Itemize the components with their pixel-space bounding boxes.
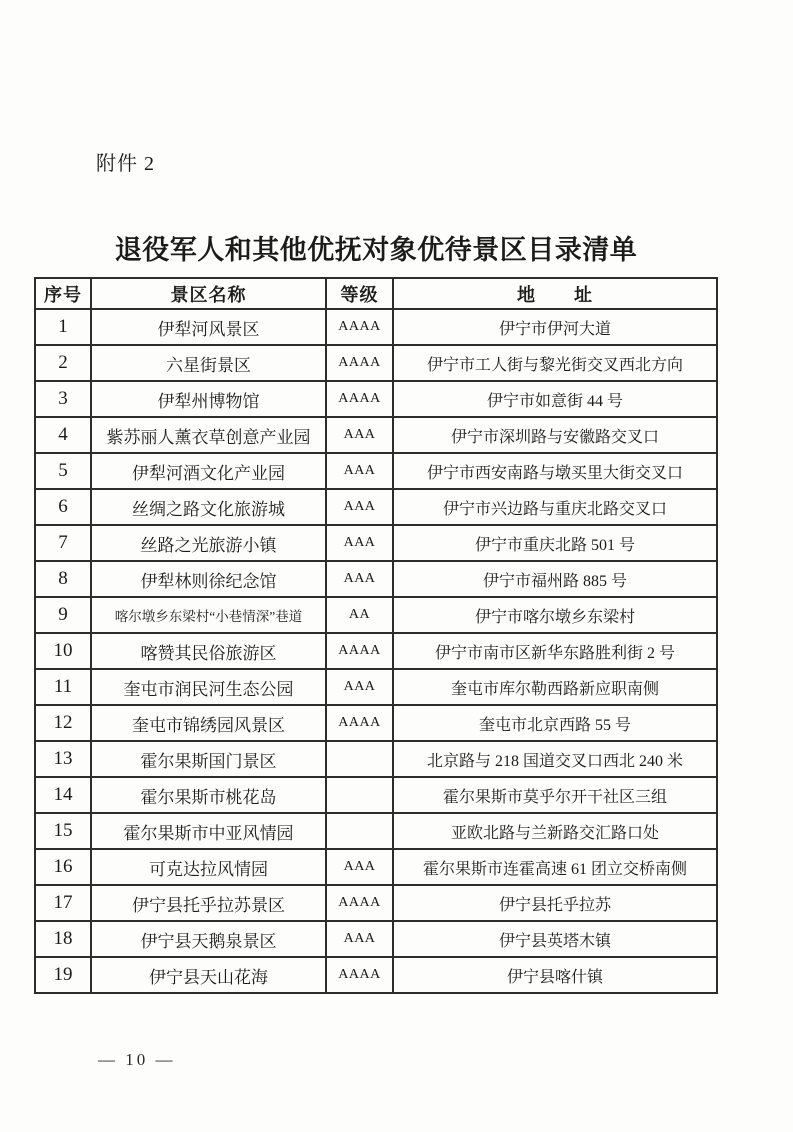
serial-number-cell: 3 [35, 381, 91, 417]
attachment-label: 附件 2 [96, 153, 155, 175]
serial-number-cell: 5 [35, 453, 91, 489]
grade-cell: AAAA [326, 957, 393, 993]
scenic-area-name-cell: 可克达拉风情园 [91, 849, 326, 885]
header-scenic-area-name: 景区名称 [91, 278, 326, 309]
table-row [35, 561, 717, 597]
document-title: 退役军人和其他优抚对象优待景区目录清单 [114, 235, 638, 265]
grade-cell: AAA [326, 561, 393, 597]
address-cell: 伊宁市伊河大道 [393, 309, 717, 345]
scenic-area-name-cell: 霍尔果斯国门景区 [91, 741, 326, 777]
grade-cell: AAA [326, 849, 393, 885]
grade-cell: AA [326, 597, 393, 633]
address-cell: 伊宁市如意街 44 号 [393, 381, 717, 417]
scenic-area-name-cell: 丝绸之路文化旅游城 [91, 489, 326, 525]
serial-number-cell: 11 [35, 669, 91, 705]
page-number: — 10 — [98, 1050, 176, 1069]
serial-number-cell: 12 [35, 705, 91, 741]
address-cell: 伊宁市重庆北路 501 号 [393, 525, 717, 561]
table-row [35, 489, 717, 525]
table-row [35, 669, 717, 705]
address-cell: 伊宁县英塔木镇 [393, 921, 717, 957]
table-row [35, 417, 717, 453]
table-body [35, 309, 717, 993]
table-row [35, 885, 717, 921]
header-address: 地 址 [393, 278, 717, 309]
scenic-area-name-cell: 霍尔果斯市中亚风情园 [91, 813, 326, 849]
scenic-area-name-cell: 紫苏丽人薰衣草创意产业园 [91, 417, 326, 453]
address-cell: 霍尔果斯市连霍高速 61 团立交桥南侧 [393, 849, 717, 885]
table-row [35, 849, 717, 885]
table-row [35, 777, 717, 813]
serial-number-cell: 16 [35, 849, 91, 885]
scenic-area-name-cell: 丝路之光旅游小镇 [91, 525, 326, 561]
header-grade: 等级 [326, 278, 393, 309]
address-cell: 伊宁市兴边路与重庆北路交叉口 [393, 489, 717, 525]
address-cell: 伊宁市工人街与黎光街交叉西北方向 [393, 345, 717, 381]
scenic-area-name-cell: 喀尔墩乡东梁村“小巷情深”巷道 [91, 597, 326, 633]
table-row [35, 921, 717, 957]
grade-cell: AAA [326, 669, 393, 705]
serial-number-cell: 13 [35, 741, 91, 777]
grade-cell [326, 813, 393, 849]
address-cell: 伊宁市西安南路与墩买里大街交叉口 [393, 453, 717, 489]
serial-number-cell: 18 [35, 921, 91, 957]
table-row [35, 381, 717, 417]
serial-number-cell: 4 [35, 417, 91, 453]
address-cell: 伊宁市福州路 885 号 [393, 561, 717, 597]
address-cell: 霍尔果斯市莫乎尔开干社区三组 [393, 777, 717, 813]
address-cell: 伊宁县托乎拉苏 [393, 885, 717, 921]
address-cell: 奎屯市库尔勒西路新应职南侧 [393, 669, 717, 705]
serial-number-cell: 14 [35, 777, 91, 813]
serial-number-cell: 17 [35, 885, 91, 921]
address-cell: 伊宁市南市区新华东路胜利街 2 号 [393, 633, 717, 669]
scenic-area-name-cell: 伊犁河风景区 [91, 309, 326, 345]
scenic-area-name-cell: 伊犁林则徐纪念馆 [91, 561, 326, 597]
grade-cell: AAA [326, 417, 393, 453]
grade-cell: AAAA [326, 345, 393, 381]
scenic-area-name-cell: 奎屯市润民河生态公园 [91, 669, 326, 705]
grade-cell: AAA [326, 525, 393, 561]
grade-cell: AAAA [326, 885, 393, 921]
scenic-area-table-container [34, 277, 718, 994]
table-row [35, 741, 717, 777]
scenic-area-name-cell: 伊宁县天鹅泉景区 [91, 921, 326, 957]
table-row [35, 345, 717, 381]
address-cell: 伊宁市喀尔墩乡东梁村 [393, 597, 717, 633]
grade-cell: AAAA [326, 705, 393, 741]
header-serial-number: 序号 [35, 278, 91, 309]
grade-cell [326, 777, 393, 813]
grade-cell: AAAA [326, 309, 393, 345]
address-cell: 北京路与 218 国道交叉口西北 240 米 [393, 741, 717, 777]
scenic-area-name-cell: 喀赞其民俗旅游区 [91, 633, 326, 669]
table-row [35, 633, 717, 669]
address-cell: 奎屯市北京西路 55 号 [393, 705, 717, 741]
scenic-area-name-cell: 伊宁县天山花海 [91, 957, 326, 993]
table-header [35, 278, 717, 309]
serial-number-cell: 1 [35, 309, 91, 345]
table-row [35, 705, 717, 741]
grade-cell: AAA [326, 921, 393, 957]
serial-number-cell: 6 [35, 489, 91, 525]
serial-number-cell: 15 [35, 813, 91, 849]
table-row [35, 957, 717, 993]
grade-cell: AAAA [326, 381, 393, 417]
serial-number-cell: 9 [35, 597, 91, 633]
table-header-row [35, 278, 717, 309]
scenic-area-table [34, 277, 718, 994]
serial-number-cell: 10 [35, 633, 91, 669]
table-row [35, 309, 717, 345]
scenic-area-name-cell: 伊宁县托乎拉苏景区 [91, 885, 326, 921]
table-row [35, 597, 717, 633]
scenic-area-name-cell: 伊犁州博物馆 [91, 381, 326, 417]
scenic-area-name-cell: 奎屯市锦绣园风景区 [91, 705, 326, 741]
table-row [35, 813, 717, 849]
table-row [35, 525, 717, 561]
grade-cell: AAA [326, 453, 393, 489]
grade-cell [326, 741, 393, 777]
grade-cell: AAAA [326, 633, 393, 669]
scenic-area-name-cell: 伊犁河酒文化产业园 [91, 453, 326, 489]
scenic-area-name-cell: 六星街景区 [91, 345, 326, 381]
serial-number-cell: 19 [35, 957, 91, 993]
address-cell: 亚欧北路与兰新路交汇路口处 [393, 813, 717, 849]
serial-number-cell: 2 [35, 345, 91, 381]
scenic-area-name-cell: 霍尔果斯市桃花岛 [91, 777, 326, 813]
grade-cell: AAA [326, 489, 393, 525]
table-row [35, 453, 717, 489]
serial-number-cell: 8 [35, 561, 91, 597]
address-cell: 伊宁市深圳路与安徽路交叉口 [393, 417, 717, 453]
serial-number-cell: 7 [35, 525, 91, 561]
address-cell: 伊宁县喀什镇 [393, 957, 717, 993]
